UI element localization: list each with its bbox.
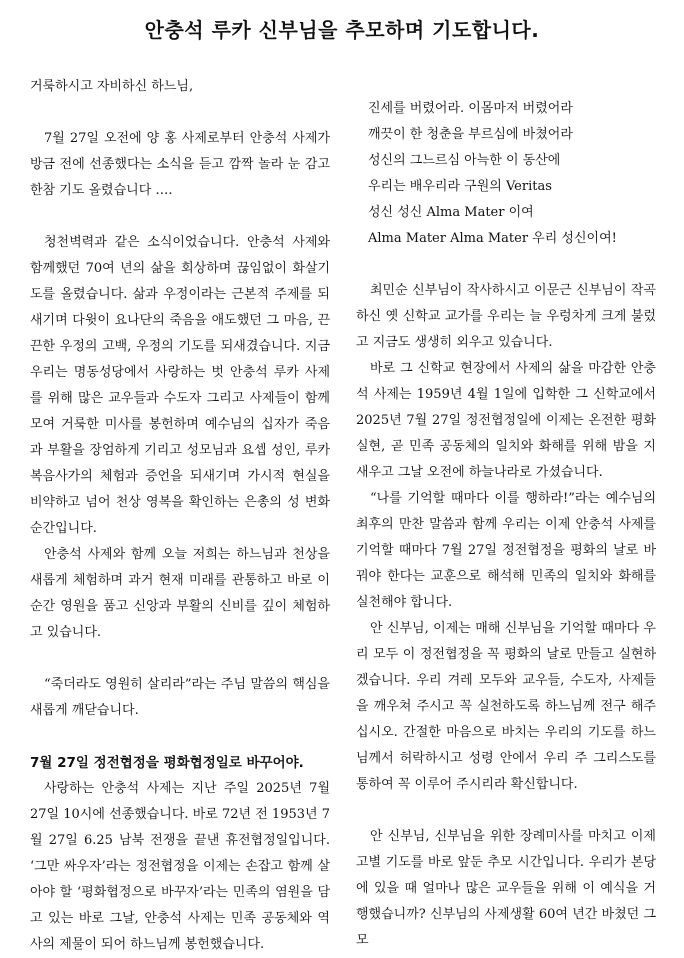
hymn-line: 진세를 버렸어라. 이몸마저 버렸어라 <box>368 101 573 116</box>
hymn-line: Alma Mater Alma Mater 우리 성신이여! <box>368 231 617 246</box>
paragraph: 안 신부님, 신부님을 위한 장례미사를 마치고 이제 고별 기도를 바로 앞둔 추모 시간입니다. 우리가 본당에 있을 때 얼마나 많은 교우들을 위해 이 예식을 거행했습니까? 신부님의 사제생활 60여 년간 바쳤던 그 모 <box>356 829 656 948</box>
paragraph: 사랑하는 안충석 사제는 지난 주일 2025년 7월 27일 10시에 선종했습니다. 바로 72년 전 1953년 7월 27일 6.25 남북 전쟁을 끝낸 휴전협정일입니다. ‘그만 싸우자’라는 정전협정을 이제는 손잡고 함께 살아야 할 ‘평화협정으로 바꾸자’라는 민족의 염원을 담고 있는 바로 그날, 안충석 사제는 민족 공동체와 역사의 제물이 되어 하느님께 봉헌했습니다. <box>30 781 330 952</box>
paragraph: 7월 27일 오전에 양 홍 사제로부터 안충석 사제가 방금 전에 선종했다는 소식을 듣고 깜짝 놀라 눈 감고 한참 기도 올렸습니다 …. <box>30 131 330 198</box>
hymn-line: 우리는 배우리라 구원의 Veritas <box>368 179 552 194</box>
paragraph: “나를 기억할 때마다 이를 행하라!”라는 예수님의 최후의 만찬 말씀과 함께 우리는 이제 안충석 사제를 기억할 때마다 7월 27일 정전협정을 평화의 날로 바꿔야 한다는 교훈으로 해석해 민족의 일치와 화해를 실천해야 합니다. <box>356 491 656 610</box>
right-column <box>356 96 656 954</box>
page-title: 안충석 루카 신부님을 추모하며 기도합니다. <box>144 18 540 42</box>
paragraph: 최민순 신부님이 작사하시고 이문근 신부님이 작곡하신 옛 신학교 교가를 우리는 늘 우렁차게 크게 불렀고 지금도 생생히 외우고 있습니다. <box>356 283 656 350</box>
paragraph: 안 신부님, 이제는 매해 신부님을 기억할 때마다 우리 모두 이 정전협정을 꼭 평화의 날로 만들고 실현하겠습니다. 우리 겨레 모두와 교우들, 수도자, 사제들을 깨우쳐 주시고 꼭 실천하도록 하느님께 전구 해주십시오. 간절한 마음으로 바치는 우리의 기도를 하느님께서 허락하시고 성령 안에서 우리 주 그리스도를 통하여 꼭 이루어 주시리라 확신합니다. <box>356 621 656 792</box>
hymn-line: 깨끗이 한 청춘을 부르심에 바쳤어라 <box>368 127 573 142</box>
paragraph: 바로 그 신학교 현장에서 사제의 삶을 마감한 안충석 사제는 1959년 4월 1일에 입학한 그 신학교에서 2025년 7월 27일 정전협정일에 이제는 온전한 평화 실현, 곧 민족 공동체의 일치와 화해를 위해 밤을 지새우고 그날 오전에 하늘나라로 가셨습니다. <box>356 361 656 480</box>
salutation: 거룩하시고 자비하신 하느님, <box>30 79 194 94</box>
left-column <box>30 74 330 958</box>
hymn-lyrics <box>356 96 656 252</box>
paragraph: “죽더라도 영원히 살리라”라는 주님 말씀의 핵심을 새롭게 깨닫습니다. <box>30 677 330 718</box>
paragraph: 청천벽력과 같은 소식이었습니다. 안충석 사제와 함께했던 70여 년의 삶을 회상하며 끊임없이 화살기도를 올렸습니다. 삶과 우정이라는 근본적 주제를 되새기며 다윗이 요나단의 죽음을 애도했던 그 마음, 끈끈한 우정의 고백, 우정의 기도를 되새겼습니다. 지금 우리는 명동성당에서 사랑하는 벗 안충석 루카 사제를 위해 많은 교우들과 수도자 그리고 사제들이 함께 모여 거룩한 미사를 봉헌하며 예수님의 십자가 죽음과 부활을 장엄하게 기리고 성모님과 요셉 성인, 루카 복음사가의 체험과 증언을 되새기며 가시적 현실을 비약하고 넘어 천상 영복을 확인하는 은총의 성 변화 순간입니다. <box>30 235 330 536</box>
section-heading: 7월 27일 정전협정을 평화협정일로 바꾸어야. <box>30 755 304 771</box>
hymn-line: 성신 성신 Alma Mater 이여 <box>368 205 534 220</box>
paragraph: 안충석 사제와 함께 오늘 저희는 하느님과 천상을 새롭게 체험하며 과거 현재 미래를 관통하고 바로 이 순간 영원을 품고 신앙과 부활의 신비를 깊이 체험하고 있습니다. <box>30 547 330 640</box>
hymn-line: 성신의 그느르심 아늑한 이 동산에 <box>368 153 561 168</box>
